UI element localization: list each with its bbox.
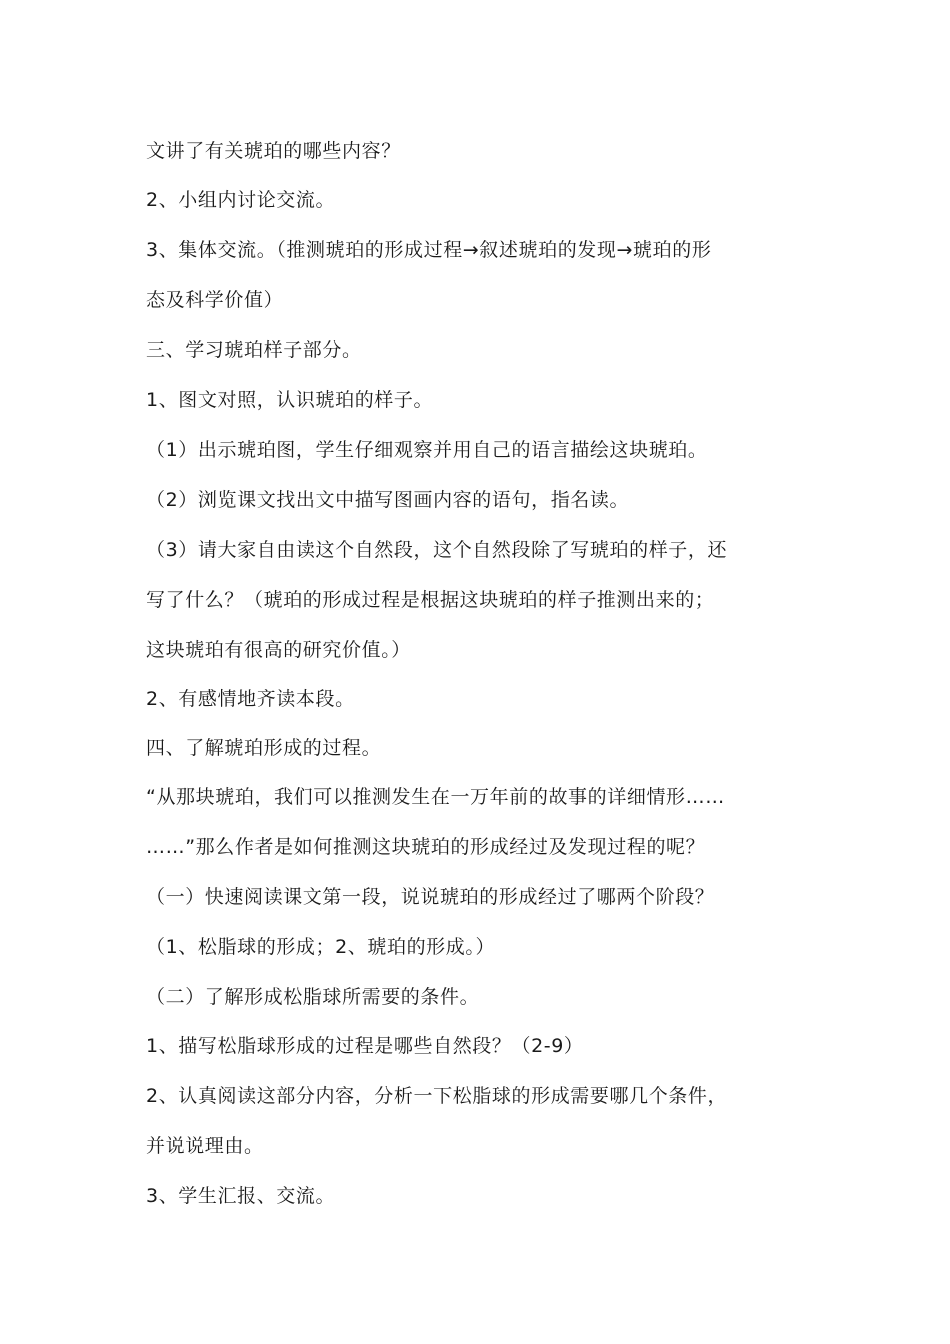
text-line: 文讲了有关琥珀的哪些内容？: [146, 140, 401, 162]
text-line: “从那块琥珀，我们可以推测发生在一万年前的故事的详细情形……: [146, 786, 725, 808]
text-line: 3、学生汇报、交流。: [146, 1185, 336, 1207]
text-line: （一）快速阅读课文第一段，说说琥珀的形成经过了哪两个阶段？: [146, 886, 715, 908]
section-heading: 四、了解琥珀形成的过程。: [146, 737, 382, 759]
text-line: ……”那么作者是如何推测这块琥珀的形成经过及发现过程的呢？: [146, 836, 706, 858]
text-line: （3）请大家自由读这个自然段，这个自然段除了写琥珀的样子，还: [146, 539, 728, 561]
text-line: （1、松脂球的形成；2、琥珀的形成。）: [146, 936, 496, 958]
text-line: （1）出示琥珀图，学生仔细观察并用自己的语言描绘这块琥珀。: [146, 439, 708, 461]
text-line: （2）浏览课文找出文中描写图画内容的语句，指名读。: [146, 489, 630, 511]
text-line: 2、小组内讨论交流。: [146, 189, 336, 211]
text-line: 这块琥珀有很高的研究价值。）: [146, 639, 411, 661]
text-line: 并说说理由。: [146, 1135, 264, 1157]
section-heading: 三、学习琥珀样子部分。: [146, 339, 362, 361]
text-line: 写了什么？（琥珀的形成过程是根据这块琥珀的样子推测出来的；: [146, 589, 715, 611]
text-line: （二）了解形成松脂球所需要的条件。: [146, 986, 480, 1008]
text-line: 2、有感情地齐读本段。: [146, 688, 355, 710]
text-line: 态及科学价值）: [146, 289, 284, 311]
text-line: 3、集体交流。（推测琥珀的形成过程→叙述琥珀的发现→琥珀的形: [146, 239, 712, 261]
text-line: 2、认真阅读这部分内容，分析一下松脂球的形成需要哪几个条件，: [146, 1085, 728, 1107]
text-line: 1、描写松脂球形成的过程是哪些自然段？（2-9）: [146, 1035, 584, 1057]
text-line: 1、图文对照，认识琥珀的样子。: [146, 389, 434, 411]
